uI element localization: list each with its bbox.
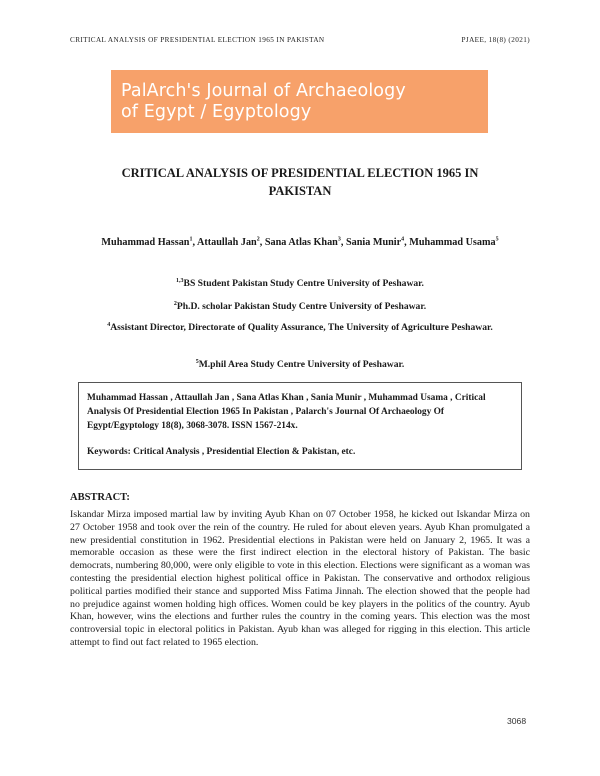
- affiliation-3: [76, 320, 524, 335]
- affiliation-sup: 4: [107, 321, 111, 328]
- affiliation-sup: 1,3: [176, 277, 184, 284]
- running-header: [70, 36, 530, 44]
- affiliation-text: Ph.D. scholar Pakistan Study Centre University of Peshawar.: [176, 301, 427, 312]
- author-name: Sana Atlas Khan: [264, 237, 338, 248]
- affiliation-text: M.phil Area Study Centre University of Peshawar.: [198, 359, 405, 370]
- citation-box: [78, 382, 522, 470]
- affiliation-2: [70, 299, 530, 314]
- paper-title: [70, 164, 530, 200]
- page-number: 3068: [507, 716, 527, 726]
- affiliation-sup: 2: [173, 300, 177, 307]
- author-list: Muhammad Hassan$^1$, Attaullah Jan$^2$, Sana Atlas Khan$^3$, Sania Munir$^4$, Muhammad Usama$^5$: [101, 236, 499, 248]
- paper-title-line-2: PAKISTAN: [268, 184, 332, 198]
- journal-volume: PJAEE, 18(8) (2021): [461, 36, 530, 44]
- author-name: Attaullah Jan: [196, 237, 257, 248]
- author-name: Sania Munir: [345, 237, 402, 248]
- journal-banner-line-2: of Egypt / Egyptology: [121, 101, 312, 122]
- paper-title-line-1: CRITICAL ANALYSIS OF PRESIDENTIAL ELECTION 1965 IN: [121, 166, 479, 180]
- affiliation-text: BS Student Pakistan Study Centre University of Peshawar.: [183, 278, 424, 289]
- author-sup: 5: [495, 236, 499, 243]
- journal-banner-text: [121, 81, 406, 123]
- affiliation-4: [70, 357, 530, 372]
- affiliation-sup: 5: [195, 358, 199, 365]
- affiliation-1: [70, 276, 530, 291]
- journal-banner: [111, 70, 488, 133]
- author-sup: 2: [256, 236, 260, 243]
- running-title: CRITICAL ANALYSIS OF PRESIDENTIAL ELECTION 1965 IN PAKISTAN: [70, 36, 325, 44]
- abstract-heading: ABSTRACT:: [70, 492, 130, 503]
- author-name: Muhammad Usama: [409, 237, 496, 248]
- author-sup: 4: [401, 236, 405, 243]
- author-name: Muhammad Hassan: [101, 237, 190, 248]
- abstract-body: Iskandar Mirza imposed martial law by inviting Ayub Khan on 07 October 1958, he kicked out Iskandar Mirza on 27 October 1958 and took over the rein of the country. He ruled for about eleven years. Ayub Khan promulgated a new presidential constitution in 1962. Presidential elections in Pakistan were held on January 2, 1965. It was a memorable occasion as these were the first indirect election in the electoral history of Pakistan. The basic democrats, numbering 80,000, were only eligible to vote in this election. Elections were significant as a woman was contesting the presidential election highest political office in Pakistan. The conservative and orthodox religious political parties modified their stance and supported Miss Fatima Jinnah. The election showed that the people had no prejudice against women holding high offices. Women could be key players in the politics of the country. Ayub Khan, however, wins the elections and further rules the country in the coming years. This election was the most controversial topic in electoral politics in Pakistan. Ayub khan was alleged for rigging in this election. This article attempt to find out fact related to 1965 election.: [70, 509, 530, 648]
- citation-text: Muhammad Hassan , Attaullah Jan , Sana Atlas Khan , Sania Munir , Muhammad Usama , Critical Analysis Of Presidential Election 1965 In Pakistan , Palarch's Journal Of Archaeology Of Egypt/Egyptology 18(8), 3068-3078. ISSN 1567-214x.: [87, 393, 486, 431]
- author-sup: 3: [337, 236, 341, 243]
- journal-banner-line-1: PalArch's Journal of Archaeology: [121, 80, 406, 101]
- author-sup: 1: [189, 236, 193, 243]
- affiliation-text: Assistant Director, Directorate of Quality Assurance, The University of Agriculture Peshawar.: [110, 322, 493, 333]
- keywords: Keywords: Critical Analysis , Presidential Election & Pakistan, etc.: [87, 447, 356, 457]
